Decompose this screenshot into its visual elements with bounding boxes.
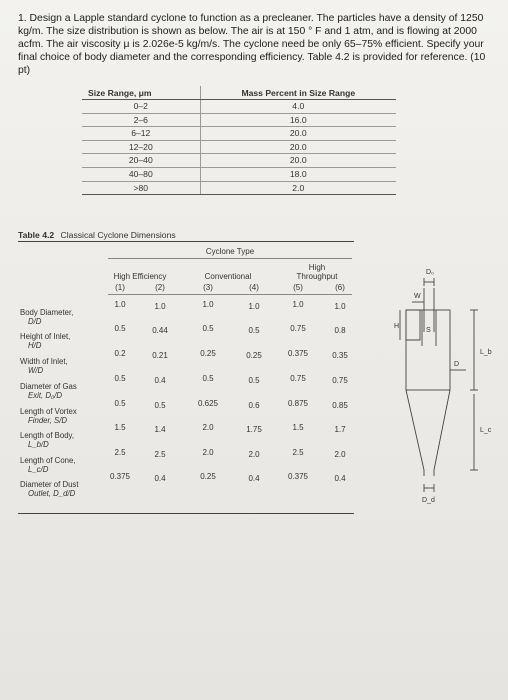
column-number-header: (4) xyxy=(249,283,259,292)
column-number-header: (6) xyxy=(335,283,345,292)
table-cell: 0.35 xyxy=(332,351,348,360)
table-cell: 2.0 xyxy=(334,450,346,459)
row-label-text: Length of Vortex xyxy=(20,407,77,416)
table-cell: 0.375 xyxy=(287,472,309,481)
table-top-rule xyxy=(18,241,354,242)
table-bottom-rule xyxy=(18,513,354,514)
table-cell: 1.7 xyxy=(334,425,346,434)
table-4-2-caption: Classical Cyclone Dimensions xyxy=(60,230,176,240)
row-label-text: Diameter of Dust xyxy=(20,480,79,489)
table-cell: 1.0 xyxy=(334,302,346,311)
table-cell: 0.85 xyxy=(332,401,348,410)
conventional-header: Conventional xyxy=(204,272,252,281)
table-cell: 0.625 xyxy=(197,399,219,408)
table-row-label xyxy=(20,382,80,400)
cyclone-type-header: Cyclone Type xyxy=(205,247,255,256)
row-label-text: Body Diameter, xyxy=(20,308,74,317)
table-row-label xyxy=(20,357,80,375)
row-label-text: Length of Body, xyxy=(20,431,75,440)
table-cell: 0.25 xyxy=(200,349,216,358)
table-cell: 0.25 xyxy=(246,351,262,360)
row-label-text: Diameter of Gas xyxy=(20,382,77,391)
table-cell: 2.5 xyxy=(114,448,126,457)
table-row xyxy=(82,167,396,181)
size-range-cell: 0–2 xyxy=(82,100,200,114)
table-row-label xyxy=(20,431,80,449)
row-label-ratio: D/D xyxy=(28,317,42,326)
table-cell: 0.5 xyxy=(248,326,260,335)
table-row-label xyxy=(20,480,80,498)
size-range-cell: 12–20 xyxy=(82,140,200,154)
table-cell: 0.75 xyxy=(332,376,348,385)
diagram-label-dd: D_d xyxy=(422,497,435,504)
table-cell: 0.4 xyxy=(154,474,166,483)
table-cell: 1.0 xyxy=(154,302,166,311)
table-cell: 0.4 xyxy=(248,474,260,483)
diagram-label-w: W xyxy=(414,293,421,300)
table-row-label xyxy=(20,456,80,474)
size-table-header xyxy=(82,86,396,100)
table-row-label xyxy=(20,308,80,326)
high-efficiency-header: High Efficiency xyxy=(113,272,167,281)
table-row-label xyxy=(20,407,80,425)
table-cell: 0.75 xyxy=(290,374,306,383)
table-cell: 1.0 xyxy=(202,300,214,309)
mass-percent-cell: 18.0 xyxy=(200,167,396,181)
table-cell: 0.6 xyxy=(248,401,260,410)
column-header-rule xyxy=(108,294,352,295)
table-cell: 0.375 xyxy=(109,472,131,481)
table-row xyxy=(82,181,396,195)
table-cell: 2.5 xyxy=(292,448,304,457)
high-throughput-header-line1: High xyxy=(308,263,326,272)
size-range-cell: 2–6 xyxy=(82,113,200,127)
table-cell: 1.5 xyxy=(292,423,304,432)
row-label-ratio: Exit, D₀/D xyxy=(28,391,63,400)
table-cell: 1.4 xyxy=(154,425,166,434)
table-cell: 2.0 xyxy=(202,423,214,432)
table-cell: 0.5 xyxy=(248,376,260,385)
table-cell: 0.5 xyxy=(202,324,214,333)
mass-percent-cell: 20.0 xyxy=(200,140,396,154)
row-label-text: Height of Inlet, xyxy=(20,332,71,341)
table-cell: 2.0 xyxy=(248,450,260,459)
table-cell: 0.25 xyxy=(200,472,216,481)
size-distribution-table xyxy=(82,86,396,195)
table-cell: 0.5 xyxy=(202,374,214,383)
table-cell: 0.2 xyxy=(114,349,126,358)
size-range-cell: 20–40 xyxy=(82,154,200,168)
table-cell: 0.4 xyxy=(334,474,346,483)
size-range-cell: >80 xyxy=(82,181,200,195)
diagram-label-h: H xyxy=(394,323,400,330)
table-cell: 0.5 xyxy=(114,324,126,333)
table-cell: 0.44 xyxy=(152,326,168,335)
row-label-ratio: L_b/D xyxy=(28,440,49,449)
mass-percent-cell: 4.0 xyxy=(200,100,396,114)
table-row xyxy=(82,154,396,168)
cyclone-diagram xyxy=(392,262,498,518)
table-cell: 1.0 xyxy=(292,300,304,309)
table-cell: 0.8 xyxy=(334,326,346,335)
table-cell: 0.5 xyxy=(154,401,166,410)
size-range-cell: 6–12 xyxy=(82,127,200,141)
problem-text: 1. Design a Lapple standard cyclone to function as a precleaner. The particles have a density of 1250 kg/m. The size distribution is shown as below. The air is at 150 ° F and 1 atm, and is flowing at 2000 acfm. The air viscosity μ is 2.026e-5 kg/m/s. The cyclone need be only 65–75% efficient. Specify your final choice of body diameter and the corresponding efficiency. Table 4.2 is provided for reference. (10 pt) xyxy=(18,13,486,76)
table-cell: 1.0 xyxy=(248,302,260,311)
table-4-2-title xyxy=(18,230,176,240)
table-row-label xyxy=(20,332,80,350)
row-label-ratio: H/D xyxy=(28,341,42,350)
table-row xyxy=(82,140,396,154)
diagram-label-lb: L_b xyxy=(480,349,492,356)
row-label-ratio: L_c/D xyxy=(28,465,49,474)
diagram-label-s: S xyxy=(426,327,431,334)
row-label-ratio: W/D xyxy=(28,366,44,375)
table-cell: 2.0 xyxy=(202,448,214,457)
table-cell: 0.4 xyxy=(154,376,166,385)
table-cell: 2.5 xyxy=(154,450,166,459)
mass-percent-cell: 16.0 xyxy=(200,113,396,127)
table-cell: 1.0 xyxy=(114,300,126,309)
mass-percent-cell: 20.0 xyxy=(200,154,396,168)
table-row xyxy=(82,100,396,114)
table-cell: 1.5 xyxy=(114,423,126,432)
size-range-cell: 40–80 xyxy=(82,167,200,181)
diagram-label-lc: L_c xyxy=(480,427,492,434)
table-cell: 1.75 xyxy=(246,425,262,434)
table-cell: 0.5 xyxy=(114,399,126,408)
high-throughput-header-line2: Throughput xyxy=(296,272,338,281)
mass-percent-cell: 2.0 xyxy=(200,181,396,195)
table-cell: 0.75 xyxy=(290,324,306,333)
table-4-2-label: Table 4.2 xyxy=(18,230,55,240)
cyclone-type-rule xyxy=(108,258,352,259)
row-label-text: Width of Inlet, xyxy=(20,357,68,366)
row-label-text: Length of Cone, xyxy=(20,456,76,465)
diagram-label-do: D₀ xyxy=(426,269,434,276)
column-number-header: (5) xyxy=(293,283,303,292)
mass-percent-header: Mass Percent in Size Range xyxy=(200,86,396,100)
row-label-ratio: Outlet, D_d/D xyxy=(28,489,76,498)
diagram-label-d: D xyxy=(454,361,460,368)
problem-statement xyxy=(18,12,488,77)
table-row xyxy=(82,127,396,141)
mass-percent-cell: 20.0 xyxy=(200,127,396,141)
column-number-header: (3) xyxy=(203,283,213,292)
table-row xyxy=(82,113,396,127)
table-cell: 0.21 xyxy=(152,351,168,360)
row-label-ratio: Finder, S/D xyxy=(28,416,67,425)
table-cell: 0.875 xyxy=(287,399,309,408)
column-number-header: (1) xyxy=(115,283,125,292)
table-cell: 0.5 xyxy=(114,374,126,383)
table-cell: 0.375 xyxy=(287,349,309,358)
size-range-header: Size Range, μm xyxy=(82,86,200,100)
column-number-header: (2) xyxy=(155,283,165,292)
